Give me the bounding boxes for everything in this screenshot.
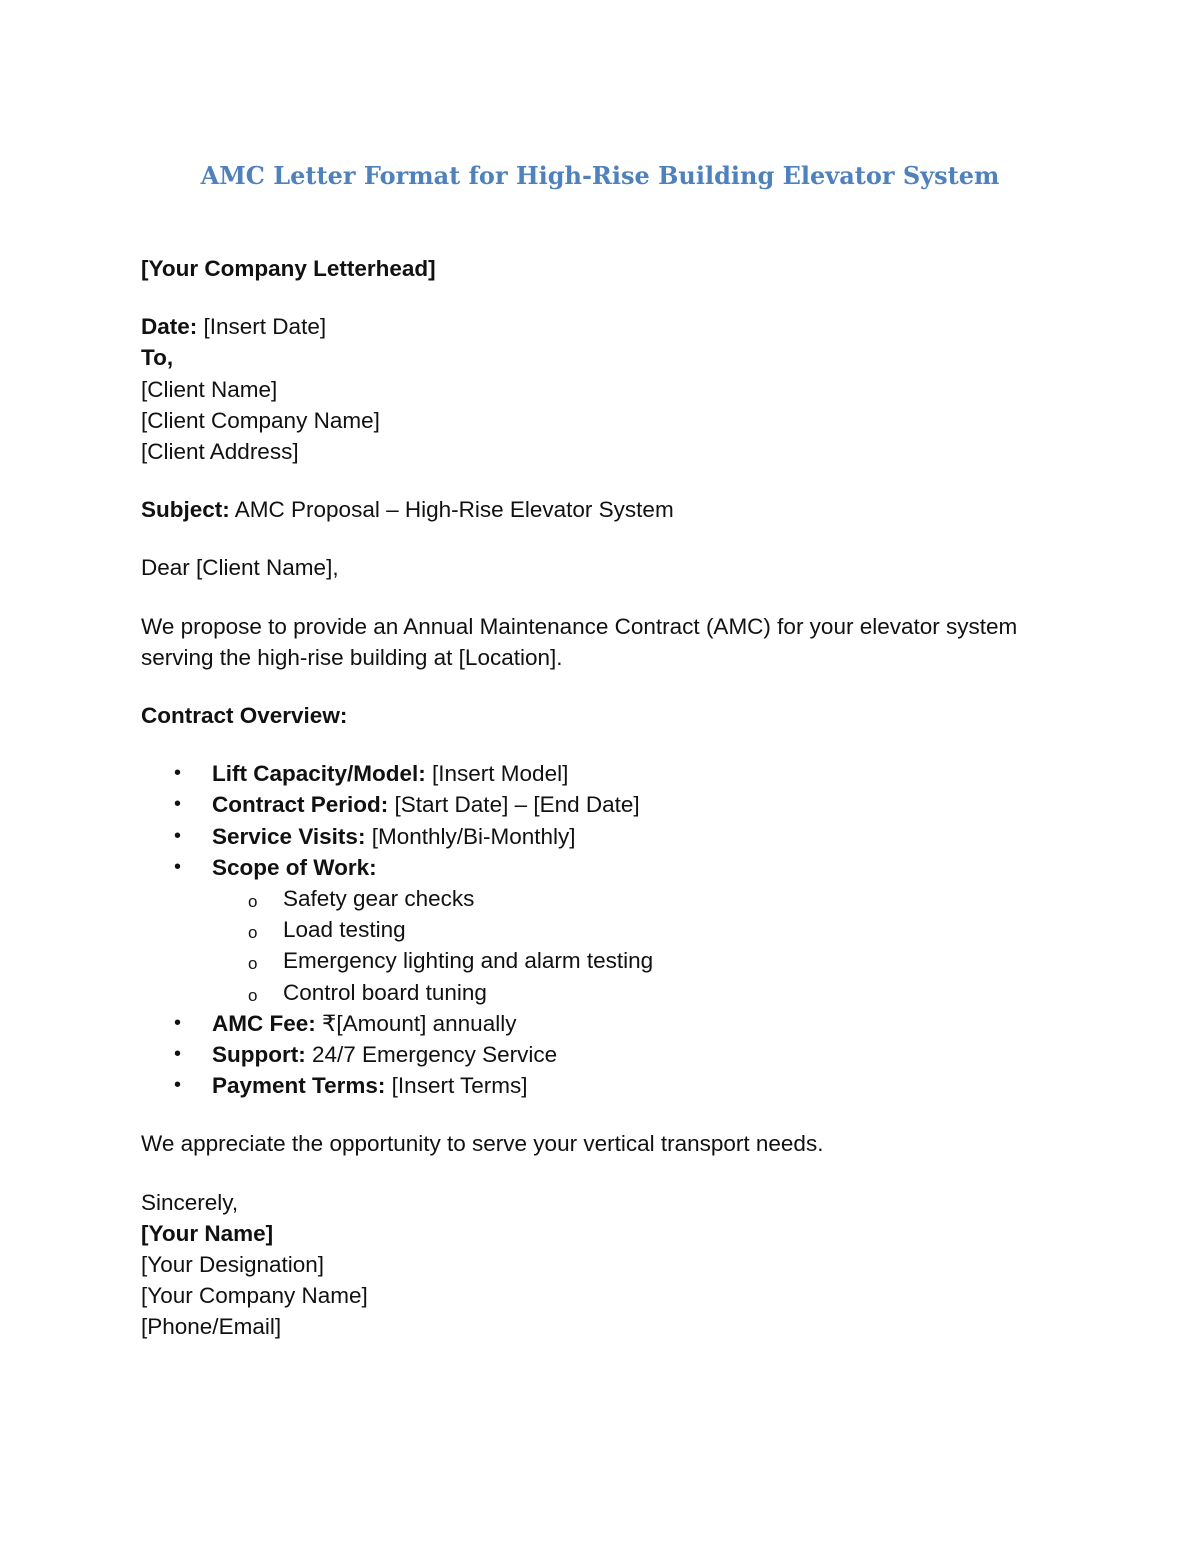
- item-value: [Start Date] – [End Date]: [394, 792, 640, 818]
- client-company: [Client Company Name]: [141, 407, 380, 433]
- date-label: Date:: [141, 314, 198, 340]
- scope-item: Control board tuning: [283, 979, 487, 1005]
- bullet-icon: •: [174, 762, 182, 785]
- signatory-company: [Your Company Name]: [141, 1283, 368, 1309]
- item-label: Service Visits:: [212, 823, 366, 849]
- list-item: [141, 758, 1081, 789]
- item-value: [Insert Terms]: [391, 1073, 528, 1099]
- bullet-icon: •: [174, 1043, 182, 1066]
- document-title: AMC Letter Format for High-Rise Building Elevator System: [200, 161, 1000, 190]
- intro-line-2: serving the high-rise building at [Location].: [141, 644, 563, 670]
- circle-bullet-icon: o: [248, 954, 258, 974]
- date-line: [141, 311, 1081, 342]
- salutation: Dear [Client Name],: [141, 555, 339, 581]
- item-value: 24/7 Emergency Service: [312, 1042, 558, 1068]
- scope-item: Load testing: [283, 917, 406, 943]
- item-label: Contract Period:: [212, 792, 389, 818]
- item-label: AMC Fee:: [212, 1010, 316, 1036]
- list-item: [141, 1008, 1081, 1039]
- bullet-icon: •: [174, 824, 182, 847]
- client-address: [Client Address]: [141, 439, 299, 465]
- scope-item: Emergency lighting and alarm testing: [283, 948, 654, 974]
- intro-line-1: We propose to provide an Annual Maintenance Contract (AMC) for your elevator system: [141, 613, 1018, 639]
- list-item: [141, 1070, 1081, 1101]
- subject-value: AMC Proposal – High-Rise Elevator System: [234, 497, 674, 523]
- item-value: ₹[Amount] annually: [322, 1010, 517, 1036]
- scope-item: Safety gear checks: [283, 886, 475, 912]
- sub-list-item: [212, 945, 1081, 976]
- letter-body: [141, 253, 1081, 1343]
- list-item: [141, 852, 1081, 1008]
- item-label: Support:: [212, 1042, 306, 1068]
- sub-list-item: [212, 914, 1081, 945]
- bullet-icon: •: [174, 1074, 182, 1097]
- list-item: [141, 789, 1081, 820]
- item-label: Lift Capacity/Model:: [212, 761, 426, 787]
- client-name: [Client Name]: [141, 376, 278, 402]
- sub-list-item: [212, 883, 1081, 914]
- item-label: Scope of Work:: [212, 854, 377, 880]
- closing-line: We appreciate the opportunity to serve your vertical transport needs.: [141, 1131, 824, 1157]
- signatory-contact: [Phone/Email]: [141, 1314, 282, 1340]
- bullet-icon: •: [174, 855, 182, 878]
- scope-of-work-list: [141, 883, 1081, 1008]
- bullet-icon: •: [174, 793, 182, 816]
- bullet-icon: •: [174, 1011, 182, 1034]
- overview-heading: Contract Overview:: [141, 703, 348, 729]
- contract-overview-list: [141, 758, 1081, 1101]
- signatory-name: [Your Name]: [141, 1220, 274, 1246]
- sub-list-item: [212, 977, 1081, 1008]
- item-value: [Monthly/Bi-Monthly]: [371, 823, 576, 849]
- subject-line: [141, 494, 1081, 525]
- to-label: To,: [141, 345, 174, 371]
- signatory-designation: [Your Designation]: [141, 1252, 325, 1278]
- list-item: [141, 821, 1081, 852]
- subject-label: Subject:: [141, 497, 230, 523]
- circle-bullet-icon: o: [248, 985, 258, 1005]
- date-value: [Insert Date]: [203, 314, 327, 340]
- circle-bullet-icon: o: [248, 923, 258, 943]
- list-item: [141, 1039, 1081, 1070]
- circle-bullet-icon: o: [248, 892, 258, 912]
- signoff: Sincerely,: [141, 1189, 239, 1215]
- item-value: [Insert Model]: [432, 761, 569, 787]
- item-label: Payment Terms:: [212, 1073, 386, 1099]
- letterhead-placeholder: [Your Company Letterhead]: [141, 256, 436, 281]
